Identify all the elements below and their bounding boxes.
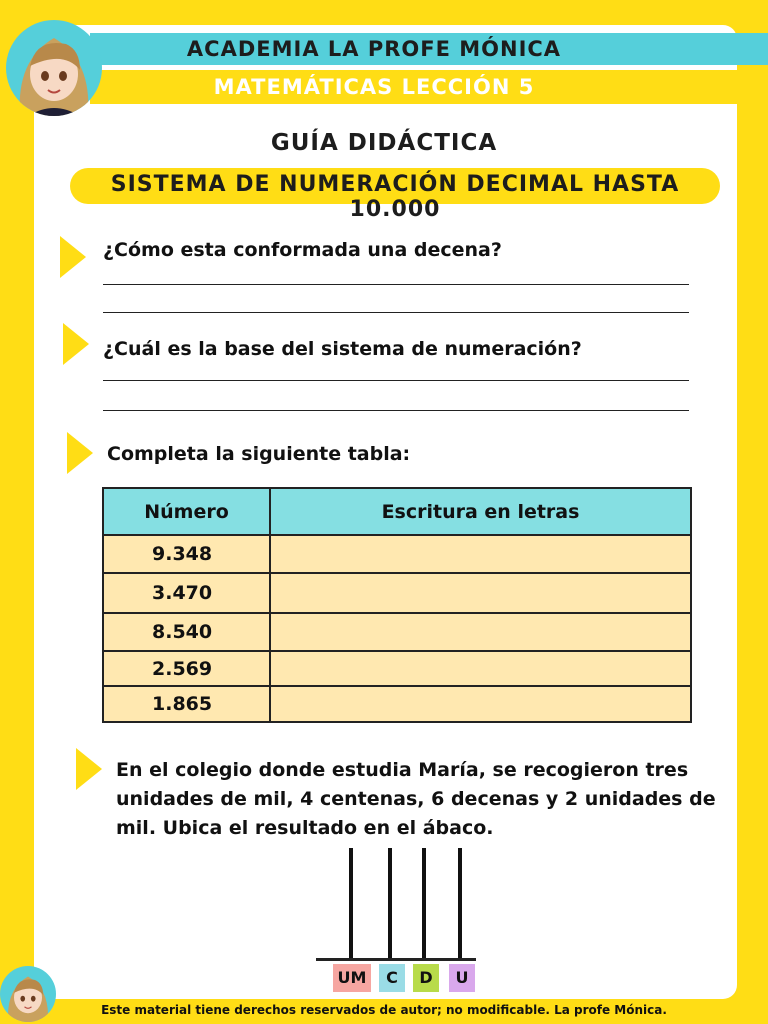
numbers-table bbox=[102, 487, 692, 723]
table-row bbox=[103, 535, 691, 573]
header-subtitle-banner bbox=[90, 70, 768, 104]
abacus-rod-um bbox=[349, 848, 353, 958]
instruction-table: Completa la siguiente tabla: bbox=[107, 443, 411, 465]
answer-line[interactable] bbox=[103, 380, 689, 381]
words-answer-cell[interactable] bbox=[270, 573, 691, 613]
number-cell: 1.865 bbox=[103, 686, 270, 722]
arrow-bullet-icon bbox=[76, 748, 102, 790]
header-subtitle: MATEMÁTICAS LECCIÓN 5 bbox=[213, 75, 535, 99]
table-row bbox=[103, 573, 691, 613]
topic-banner bbox=[70, 168, 720, 222]
answer-line[interactable] bbox=[103, 284, 689, 285]
number-cell: 9.348 bbox=[103, 535, 270, 573]
header-title: ACADEMIA LA PROFE MÓNICA bbox=[186, 37, 562, 61]
teacher-avatar bbox=[6, 20, 102, 116]
question-2: ¿Cuál es la base del sistema de numeración? bbox=[103, 338, 582, 360]
number-cell: 2.569 bbox=[103, 651, 270, 686]
column-header-words: Escritura en letras bbox=[270, 488, 691, 535]
table-row bbox=[103, 613, 691, 651]
abacus-rod-c bbox=[388, 848, 392, 958]
answer-line[interactable] bbox=[103, 410, 689, 411]
header-title-banner bbox=[90, 33, 768, 65]
words-answer-cell[interactable] bbox=[270, 686, 691, 722]
arrow-bullet-icon bbox=[67, 432, 93, 474]
words-answer-cell[interactable] bbox=[270, 613, 691, 651]
question-1: ¿Cómo esta conformada una decena? bbox=[103, 239, 502, 261]
answer-line[interactable] bbox=[103, 312, 689, 313]
abacus-base bbox=[316, 958, 476, 961]
copyright-footer: Este material tiene derechos reservados de autor; no modificable. La profe Mónica. bbox=[101, 1003, 667, 1017]
number-cell: 8.540 bbox=[103, 613, 270, 651]
abacus-rod-u bbox=[458, 848, 462, 958]
abacus-label-c: C bbox=[379, 964, 405, 992]
abacus-label-u: U bbox=[449, 964, 475, 992]
topic-title: SISTEMA DE NUMERACIÓN DECIMAL HASTA 10.000 bbox=[110, 172, 680, 222]
words-answer-cell[interactable] bbox=[270, 535, 691, 573]
table-row bbox=[103, 686, 691, 722]
guide-heading: GUÍA DIDÁCTICA bbox=[270, 130, 498, 156]
words-answer-cell[interactable] bbox=[270, 651, 691, 686]
word-problem: En el colegio donde estudia María, se recogieron tres unidades de mil, 4 centenas, 6 decenas y 2 unidades de mil. Ubica el resultado en el ábaco. bbox=[116, 759, 716, 839]
abacus-rod-d bbox=[422, 848, 426, 958]
column-header-number: Número bbox=[103, 488, 270, 535]
abacus-label-d: D bbox=[413, 964, 439, 992]
table-row bbox=[103, 651, 691, 686]
arrow-bullet-icon bbox=[60, 236, 86, 278]
arrow-bullet-icon bbox=[63, 323, 89, 365]
abacus-label-um: UM bbox=[333, 964, 371, 992]
number-cell: 3.470 bbox=[103, 573, 270, 613]
table-header-row bbox=[103, 488, 691, 535]
